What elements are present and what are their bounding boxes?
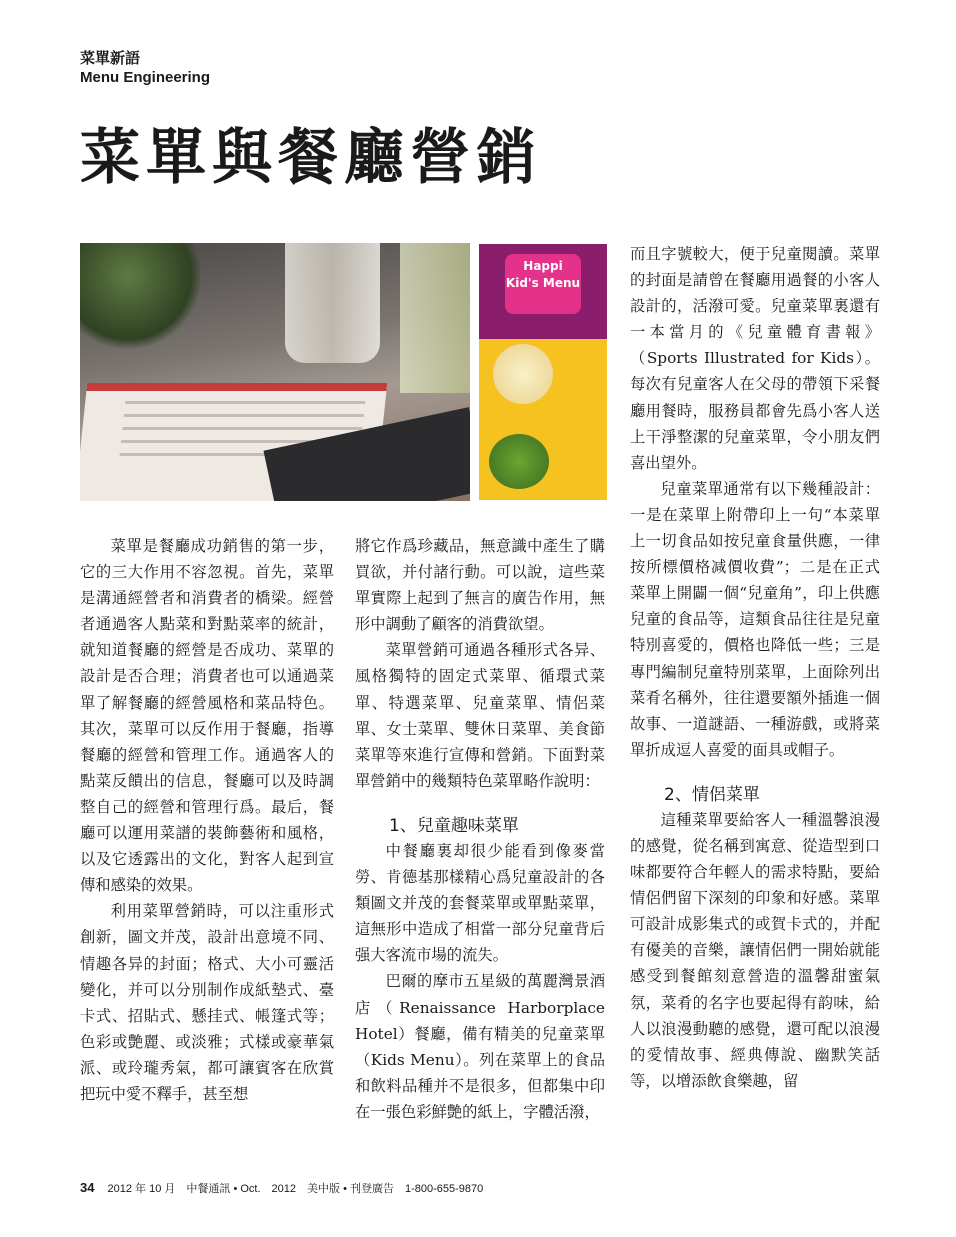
column-1 xyxy=(80,533,334,1107)
section-title-en: Menu Engineering xyxy=(80,69,211,86)
paragraph: 中餐廳裏却很少能看到像麥當勞、肯德基那樣精心爲兒童設計的各類圖文并茂的套餐菜單或單點菜單，這無形中造成了相當一部分兒童背后强大客流市場的流失。 xyxy=(355,841,605,965)
paragraph: 這種菜單要給客人一種溫馨浪漫的感覺，從名稱到寓意、從造型到口味都要符合年輕人的需求特點，要給情侶們留下深刻的印象和好感。菜單可設計成影集式的或賀卡式的，并配有優美的音樂，讓情侶們一開始就能感受到餐館刻意營造的溫馨甜蜜氣氛，菜肴的名字也要起得有韵味，給人以浪漫動聽的感覺，還可配以浪漫的愛情故事、經典傳說、幽默笑話等，以增添飲食樂趣，留 xyxy=(630,810,880,1090)
section-header xyxy=(80,48,210,87)
page-number: 34 xyxy=(80,1180,95,1195)
page-footer xyxy=(80,1180,483,1196)
section-heading-kids-menu: 1、兒童趣味菜單 xyxy=(389,815,519,836)
column-3 xyxy=(630,241,880,1094)
column-2 xyxy=(355,533,605,1125)
paragraph: 菜單是餐廳成功銷售的第一步，它的三大作用不容忽視。首先，菜單是溝通經營者和消費者的橋梁。經營者通過客人點菜和對點菜率的統計，就知道餐廳的經營是否成功、菜單的設計是否合理；消費者也可以通過菜單了解餐廳的經營風格和菜品特色。其次，菜單可以反作用于餐廳，指導餐廳的經營和管理工作。通過客人的點菜反饋出的信息，餐廳可以及時調整自己的經營和管理行爲。最后，餐廳可以運用菜譜的裝飾藝術和風格，以及它透露出的文化，對客人起到宣傳和感染的效果。 xyxy=(80,537,334,895)
section-title-zh: 菜單新語 xyxy=(80,49,141,67)
kids-menu-photo xyxy=(479,244,607,500)
paragraph: 菜單營銷可通過各種形式各异、風格獨特的固定式菜單、循環式菜單、特選菜單、兒童菜單、情侶菜單、女士菜單、雙休日菜單、美食節菜單等來進行宣傳和營銷。下面對菜單營銷中的幾類特色菜單略作說明： xyxy=(355,641,605,790)
paragraph: 而且字號較大，便于兒童閱讀。菜單的封面是請曾在餐廳用過餐的小客人設計的，活潑可愛。兒童菜單裏還有一本當月的《兒童體育書報》（Sports Illustrated for Kids）。每次有兒童客人在父母的帶領下采餐廳用餐時，服務員都會先爲小客人送上干淨整潔的兒童菜單，令小朋友們喜出望外。 xyxy=(630,245,880,472)
kids-menu-logo: Happi Kid's Menu xyxy=(505,254,581,314)
paragraph: 兒童菜單通常有以下幾種設計：一是在菜單上附帶印上一句“本菜單上一切食品如按兒童食量供應，一律按所標價格减價收費”；二是在正式菜單上開闢一個“兒童角”，印上供應兒童的食品等，這類食品往往是兒童特別喜愛的，價格也降低一些；三是專門編制兒童特別菜單，上面除列出菜肴名稱外，往往還要額外插進一個故事、一道謎語、一種游戲，或將菜單折成逗人喜愛的面具或帽子。 xyxy=(630,479,880,759)
section-heading-couples-menu: 2、情侶菜單 xyxy=(664,784,760,805)
paragraph: 將它作爲珍藏品，無意識中產生了購買欲，并付諸行動。可以說，這些菜單實際上起到了無言的廣告作用，無形中調動了顧客的消費欲望。 xyxy=(355,537,605,634)
restaurant-menu-photo xyxy=(80,243,470,501)
article-title: 菜單與餐廳營銷 xyxy=(80,123,542,193)
paragraph: 利用菜單營銷時，可以注重形式創新，圖文并茂，設計出意境不同、情趣各异的封面；格式、大小可靈活變化，并可以分別制作成紙墊式、臺卡式、招貼式、懸挂式、帳篷式等；色彩或艶麗、或淡雅；式樣或豪華氣派、或玲瓏秀氣，都可讓賓客在欣賞把玩中愛不釋手，甚至想 xyxy=(80,902,334,1103)
paragraph: 巴爾的摩市五星級的萬麗灣景酒店（Renaissance Harborplace Hotel）餐廳，備有精美的兒童菜單（Kids Menu）。列在菜單上的食品和飲料品種并不是很多，但都集中印在一張色彩鮮艶的紙上，字體活潑， xyxy=(355,972,605,1121)
footer-text: 2012 年 10 月 中餐通訊 • Oct. 2012 美中版 • 刊登廣告 1-800-655-9870 xyxy=(107,1183,484,1195)
